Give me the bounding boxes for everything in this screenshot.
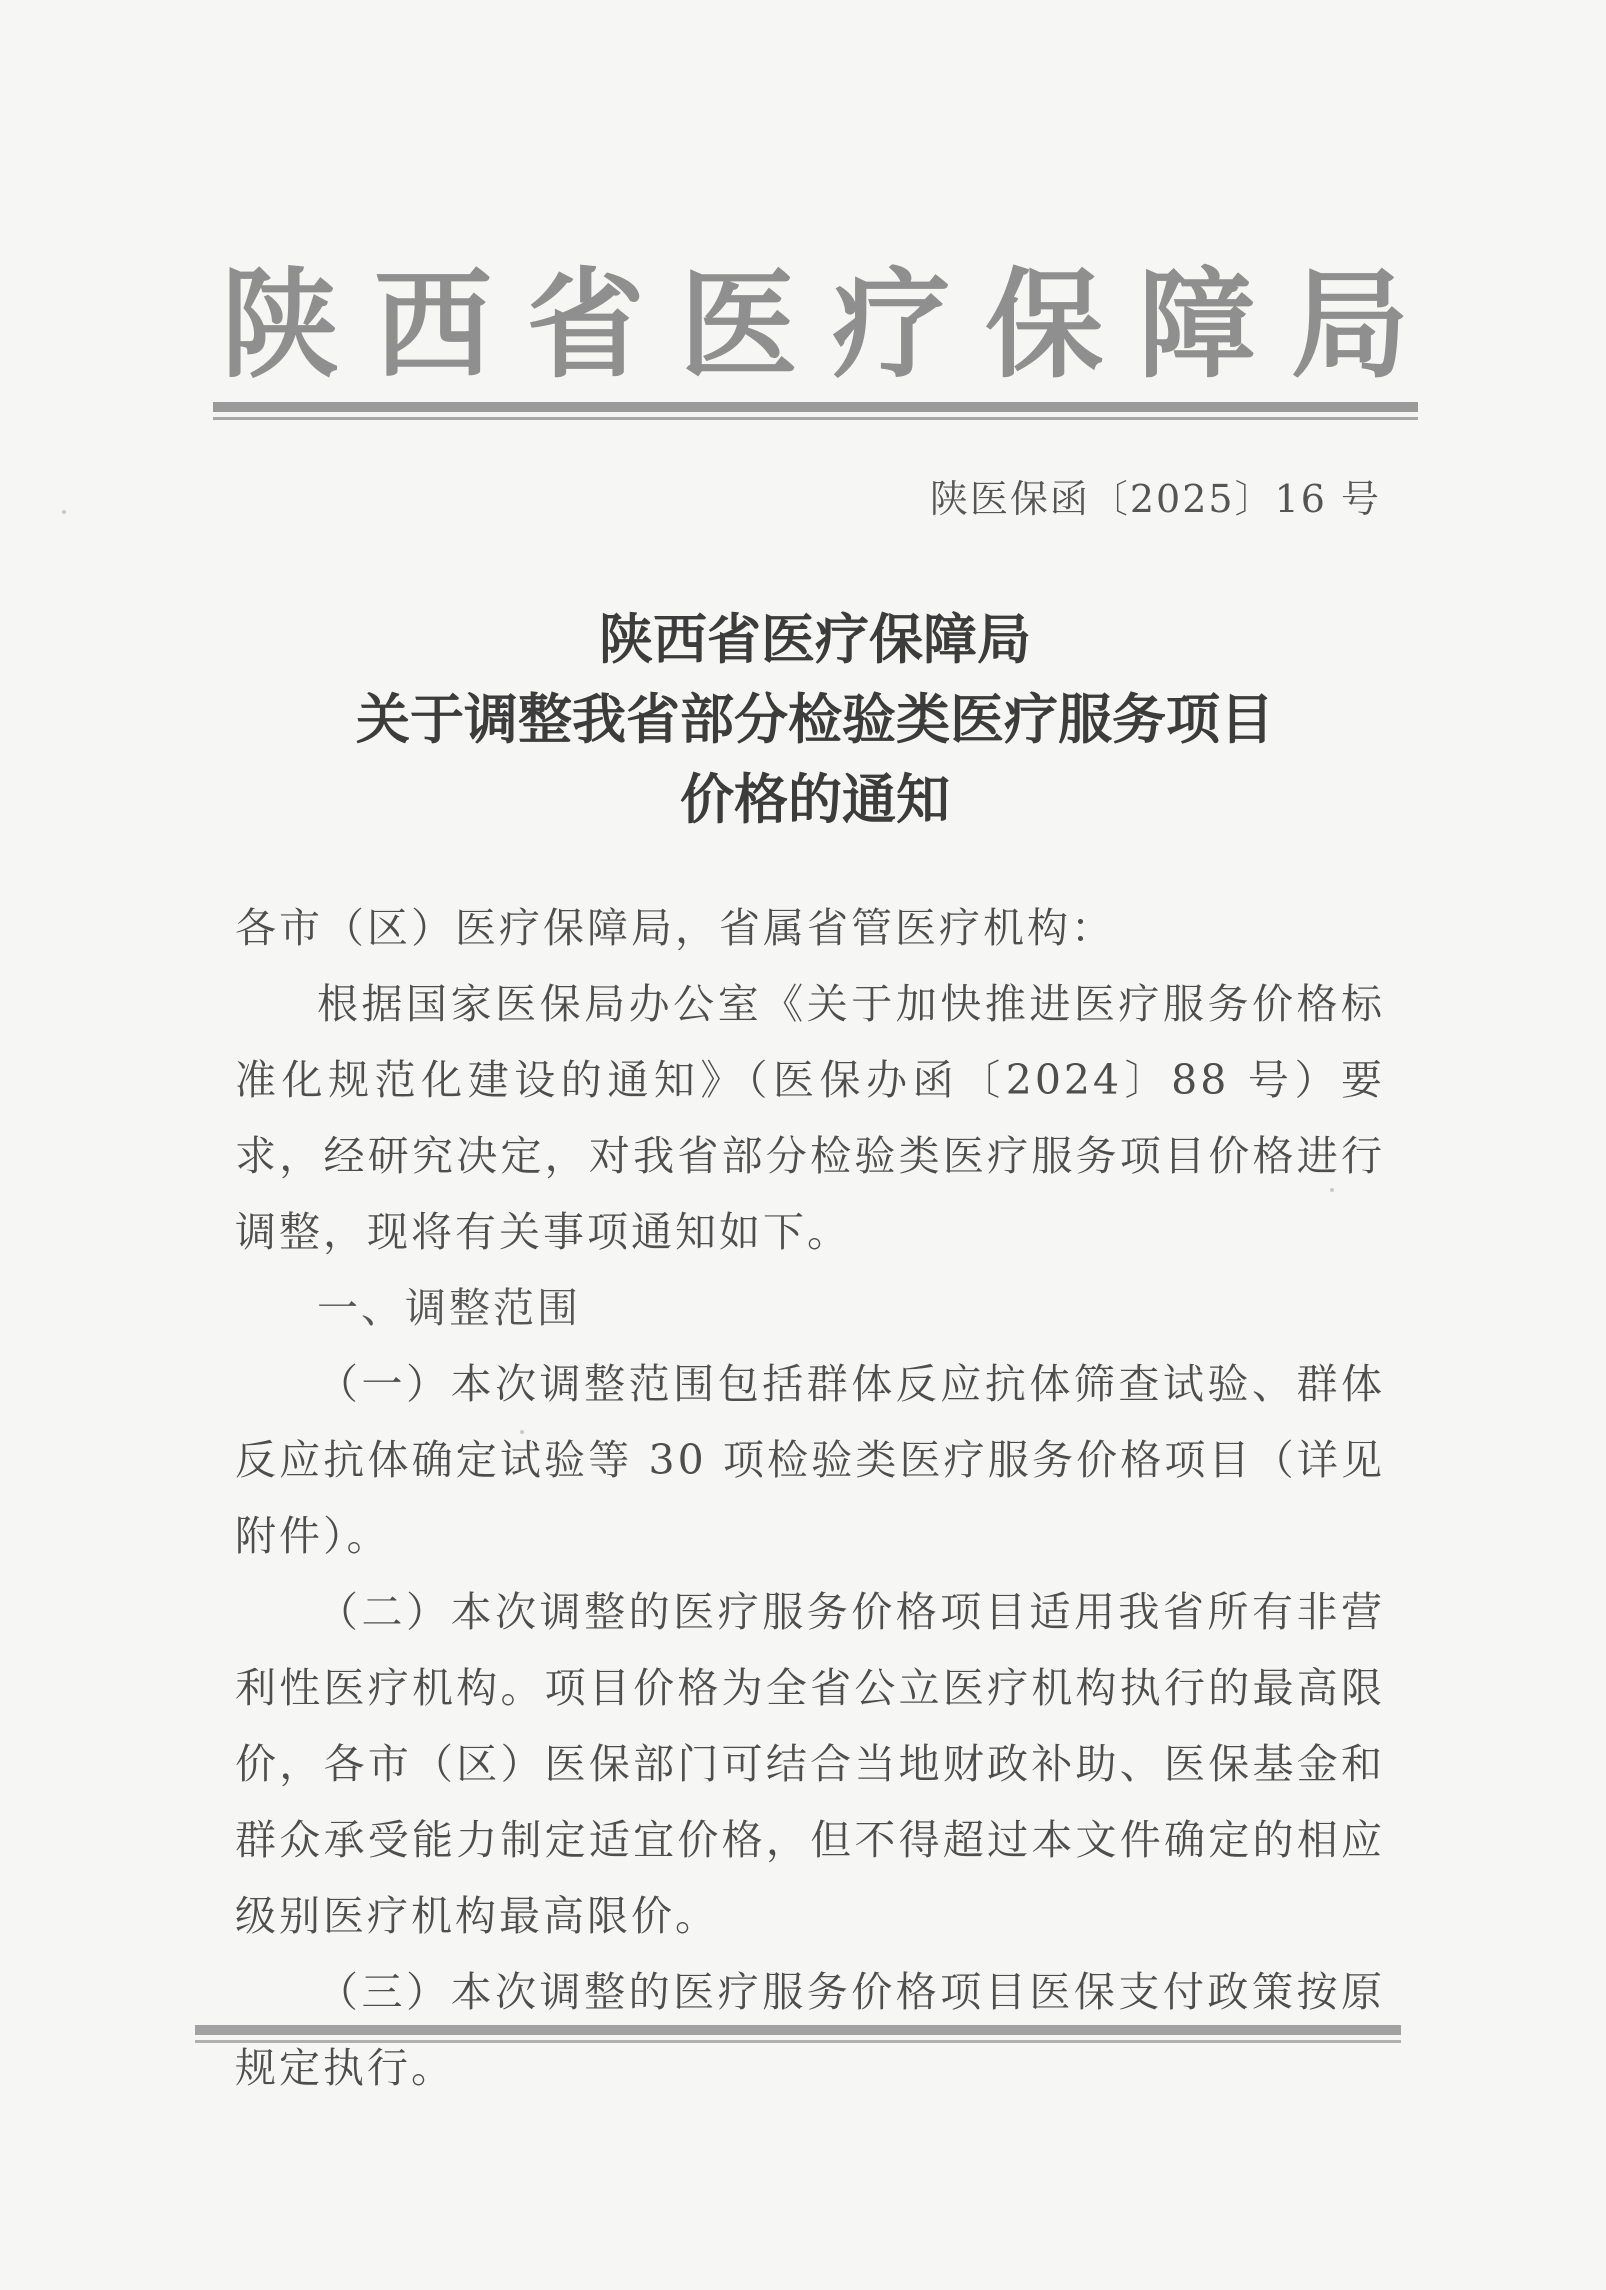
- title-line-1: 陕西省医疗保障局: [599, 608, 1031, 671]
- footer-divider-thin: [195, 2040, 1401, 2043]
- title-line-2: 关于调整我省部分检验类医疗服务项目: [356, 688, 1274, 751]
- masthead-char: 局: [1290, 255, 1409, 394]
- scan-speck: [62, 510, 66, 514]
- section-heading-1: 一、调整范围: [317, 1284, 581, 1332]
- item-3-paragraph: （三）本次调整的医疗服务价格项目医保支付政策按原规定执行。: [235, 1968, 1385, 2092]
- item-1-paragraph: （一）本次调整范围包括群体反应抗体筛查试验、群体反应抗体确定试验等 30 项检验类医疗服务价格项目（详见附件）。: [235, 1360, 1385, 1560]
- header-divider-thin: [213, 417, 1418, 420]
- document-body: [235, 890, 1385, 2106]
- masthead-char: 省: [526, 255, 645, 394]
- document-number: 陕医保函〔2025〕16 号: [929, 477, 1381, 521]
- scan-speck: [1330, 1188, 1334, 1192]
- title-line-3: 价格的通知: [680, 768, 950, 831]
- document-title: [200, 600, 1430, 840]
- intro-paragraph: 根据国家医保局办公室《关于加快推进医疗服务价格标准化规范化建设的通知》（医保办函〔2024〕88 号）要求，经研究决定，对我省部分检验类医疗服务项目价格进行调整，现将有关事项通知如下。: [235, 980, 1385, 1256]
- masthead-char: 陕: [220, 255, 339, 394]
- masthead-char: 疗: [832, 255, 951, 394]
- salutation: 各市（区）医疗保障局，省属省管医疗机构：: [235, 904, 1115, 952]
- masthead-char: 障: [1138, 255, 1257, 394]
- footer-divider: [195, 2025, 1401, 2035]
- scan-speck: [520, 1430, 524, 1434]
- masthead-char: 医: [679, 255, 798, 394]
- item-2-paragraph: （二）本次调整的医疗服务价格项目适用我省所有非营利性医疗机构。项目价格为全省公立医疗机构执行的最高限价，各市（区）医保部门可结合当地财政补助、医保基金和群众承受能力制定适宜价格，但不得超过本文件确定的相应级别医疗机构最高限价。: [235, 1588, 1385, 1940]
- masthead-char: 西: [373, 255, 492, 394]
- header-divider: [213, 402, 1418, 412]
- masthead-char: 保: [985, 255, 1104, 394]
- masthead-title: [210, 250, 1420, 400]
